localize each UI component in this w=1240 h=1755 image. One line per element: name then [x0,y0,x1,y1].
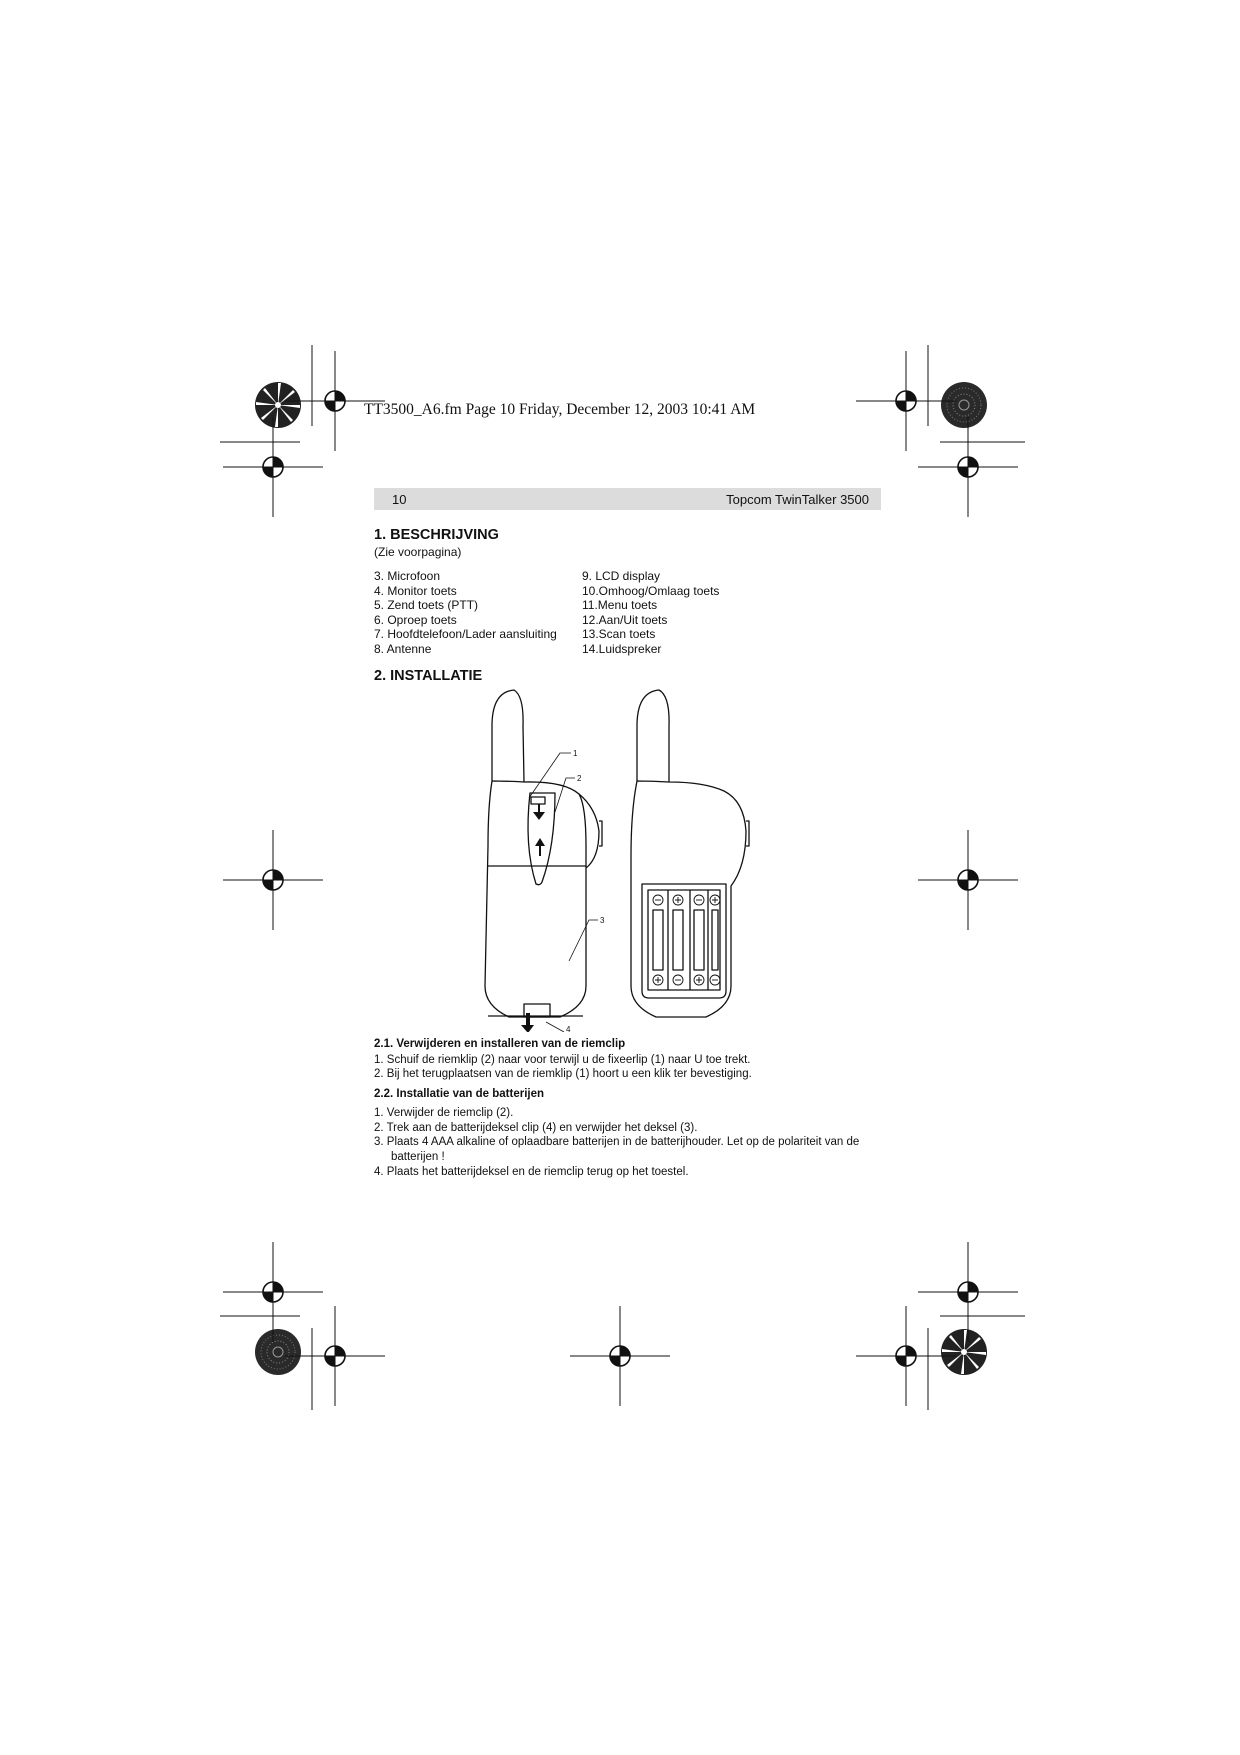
list-item: 9. LCD display [582,569,661,583]
registration-mark [223,830,323,930]
list-item: 5. Zend toets (PTT) [374,598,479,613]
list-item: 2. Bij het terugplaatsen van de riemklip (1) hoort u een klik ter bevestiging. [374,1068,752,1081]
subsection-title-riemclip: 2.1. Verwijderen en installeren van de riemclip [374,1037,626,1050]
section-subtitle: (Zie voorpagina) [374,545,462,559]
registration-star-top-left [255,382,301,428]
registration-mark [918,830,1018,930]
registration-mark [223,1242,323,1342]
print-slug: TT3500_A6.fm Page 10 Friday, December 12, 2003 10:41 AM [364,401,756,418]
registration-star-bottom-right [941,1329,987,1375]
registration-disc-bottom-left [255,1329,301,1375]
page-header [374,488,881,510]
list-item: 13.Scan toets [582,627,656,642]
registration-mark [223,417,323,517]
callout-2: 2 [577,773,582,783]
registration-mark [918,1242,1018,1342]
section-title-beschrijving: 1. BESCHRIJVING [374,527,499,543]
subsection-title-batterijen: 2.2. Installatie van de batterijen [374,1087,545,1100]
list-item: 12.Aan/Uit toets [582,612,668,627]
callout-1: 1 [573,748,578,758]
list-item: 3. Plaats 4 AAA alkaline of oplaadbare batterijen in de batterijhouder. Let op de polariteit van de batterijen ! [374,1136,860,1164]
parts-column-right [582,569,719,657]
riemclip-steps [374,1053,881,1082]
batterijen-steps [374,1106,881,1180]
parts-list [374,569,881,657]
list-item: 6. Oproep toets [374,612,457,627]
list-item: 2. Trek aan de batterijdeksel clip (4) en verwijder het deksel (3). [374,1121,698,1134]
list-item: 11.Menu toets [582,598,658,613]
list-item: 8. Antenne [374,641,432,656]
callout-4: 4 [566,1024,571,1032]
list-item: 10.Omhoog/Omlaag toets [582,583,720,598]
page-number: 10 [392,491,407,507]
list-item: 1. Schuif de riemklip (2) naar voor terwijl u de fixeerlip (1) naar U toe trekt. [374,1053,751,1066]
list-item: 14.Luidspreker [582,641,662,656]
device-front-illustration [485,690,602,1017]
parts-column-left [374,569,582,657]
callout-3: 3 [600,915,605,925]
walkie-talkie-figure [374,686,881,1032]
section-title-installatie: 2. INSTALLATIE [374,667,483,684]
device-back-illustration [631,690,749,1017]
registration-mark [918,417,1018,517]
list-item: 3. Microfoon [374,569,441,583]
registration-mark [856,1306,956,1406]
manual-page [374,488,881,1179]
list-item: 7. Hoofdtelefoon/Lader aansluiting [374,627,557,642]
list-item: 4. Plaats het batterijdeksel en de riemclip terug op het toestel. [374,1165,689,1178]
registration-mark [856,351,956,451]
registration-mark [570,1306,670,1406]
list-item: 4. Monitor toets [374,583,457,598]
registration-disc-top-right [941,382,987,428]
registration-mark [285,1306,385,1406]
list-item: 1. Verwijder de riemclip (2). [374,1106,514,1119]
product-name: Topcom TwinTalker 3500 [726,491,869,507]
